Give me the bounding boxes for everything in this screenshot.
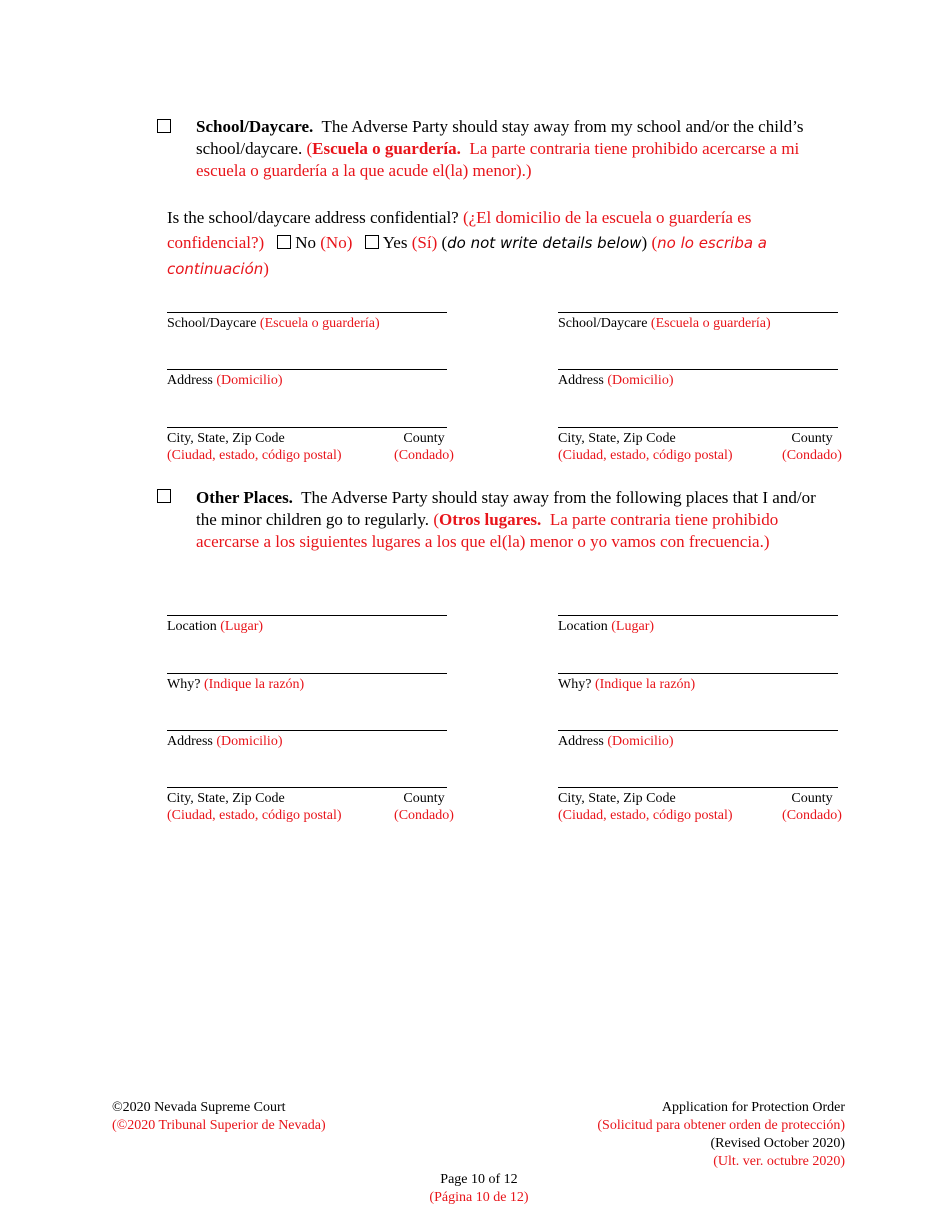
school-address-line-2[interactable] <box>558 369 838 370</box>
school-name-line-1[interactable] <box>167 312 447 313</box>
other-city-line-1[interactable] <box>167 787 447 788</box>
other-address-label-2: Address (Domicilio) <box>558 734 674 749</box>
footer-form-info <box>597 1099 845 1171</box>
other-address-label-1: Address (Domicilio) <box>167 734 283 749</box>
confidential-note: do not write details below <box>447 234 642 252</box>
school-heading: School/Daycare. <box>196 117 314 136</box>
other-address-line-2[interactable] <box>558 730 838 731</box>
other-county-label-2: County (Condado) <box>782 791 842 823</box>
page-number-es: (Página 10 de 12) <box>429 1190 529 1205</box>
revised-date-es: (Ult. ver. octubre 2020) <box>713 1154 845 1169</box>
school-name-line-2[interactable] <box>558 312 838 313</box>
other-city-label-1: City, State, Zip Code (Ciudad, estado, código postal) <box>167 791 342 823</box>
school-heading-es: Escuela o guardería. <box>312 139 461 158</box>
confidential-yes-checkbox[interactable] <box>365 235 379 249</box>
why-line-2[interactable] <box>558 673 838 674</box>
copyright-text: ©2020 Nevada Supreme Court <box>112 1100 286 1115</box>
school-city-line-1[interactable] <box>167 427 447 428</box>
form-title: Application for Protection Order <box>661 1100 845 1115</box>
yes-label-es: (Sí) <box>411 233 438 252</box>
school-name-label-1: School/Daycare (Escuela o guardería) <box>167 316 380 331</box>
other-city-line-2[interactable] <box>558 787 838 788</box>
why-label-1: Why? (Indique la razón) <box>167 677 305 692</box>
other-county-label-1: County (Condado) <box>394 791 454 823</box>
footer-copyright <box>112 1099 326 1135</box>
form-title-es: (Solicitud para obtener orden de protección) <box>597 1118 845 1133</box>
copyright-text-es: (©2020 Tribunal Superior de Nevada) <box>112 1118 326 1133</box>
location-line-2[interactable] <box>558 615 838 616</box>
other-city-label-2: City, State, Zip Code (Ciudad, estado, código postal) <box>558 791 733 823</box>
other-text: The Adverse Party should stay away from the following places that I and/or the minor children go to regularly. <box>196 488 816 529</box>
no-label: No <box>295 233 316 252</box>
school-address-line-1[interactable] <box>167 369 447 370</box>
no-label-es: (No) <box>320 233 353 252</box>
yes-label: Yes <box>382 233 408 252</box>
location-line-1[interactable] <box>167 615 447 616</box>
school-address-label-2: Address (Domicilio) <box>558 373 674 388</box>
school-city-line-2[interactable] <box>558 427 838 428</box>
location-label-1: Location (Lugar) <box>167 619 264 634</box>
why-line-1[interactable] <box>167 673 447 674</box>
confidential-question: Is the school/daycare address confidential? (¿El domicilio de la escuela o guardería es confidencial?) No (No) Yes (Sí) (do not write details below) (no lo escriba a continuación) <box>167 208 768 278</box>
school-daycare-checkbox[interactable] <box>157 119 171 133</box>
why-label-2: Why? (Indique la razón) <box>558 677 696 692</box>
school-address-label-1: Address (Domicilio) <box>167 373 283 388</box>
question-text-es: (¿El domicilio de la escuela o guardería es confidencial?) <box>167 208 752 252</box>
confidential-note-es: no lo escriba a continuación <box>167 234 768 278</box>
other-text-es: La parte contraria tiene prohibido acercarse a los siguientes lugares a los que el(la) menor o yo vamos con frecuencia.) <box>196 510 779 551</box>
question-text: Is the school/daycare address confidential? <box>167 208 459 227</box>
school-text: The Adverse Party should stay away from my school and/or the child’s school/daycare. <box>196 117 804 158</box>
school-county-label-1: County (Condado) <box>394 431 454 463</box>
revised-date: (Revised October 2020) <box>710 1136 845 1151</box>
location-label-2: Location (Lugar) <box>558 619 655 634</box>
other-places-paragraph: Other Places. The Adverse Party should stay away from the following places that I and/or the minor children go to regularly. (Otros lugares. La parte contraria tiene prohibido acercarse a los siguientes lugares a los que el(la) menor o yo vamos con frecuencia.) <box>196 488 816 551</box>
page-number: Page 10 of 12 <box>440 1172 518 1187</box>
school-city-label-2: City, State, Zip Code (Ciudad, estado, código postal) <box>558 431 733 463</box>
school-text-es: La parte contraria tiene prohibido acercarse a mi escuela o guardería a la que acude el(la) menor).) <box>196 139 800 180</box>
other-address-line-1[interactable] <box>167 730 447 731</box>
footer-page-number <box>4 1171 950 1207</box>
school-name-label-2: School/Daycare (Escuela o guardería) <box>558 316 771 331</box>
confidential-no-checkbox[interactable] <box>277 235 291 249</box>
school-city-label-1: City, State, Zip Code (Ciudad, estado, código postal) <box>167 431 342 463</box>
other-heading-es: Otros lugares. <box>438 510 542 529</box>
school-county-label-2: County (Condado) <box>782 431 842 463</box>
other-places-checkbox[interactable] <box>157 489 171 503</box>
school-daycare-paragraph: School/Daycare. The Adverse Party should stay away from my school and/or the child’s school/daycare. (Escuela o guardería. La parte contraria tiene prohibido acercarse a mi escuela o guardería a la que acude el(la) menor).) <box>196 117 804 180</box>
other-heading: Other Places. <box>196 488 293 507</box>
